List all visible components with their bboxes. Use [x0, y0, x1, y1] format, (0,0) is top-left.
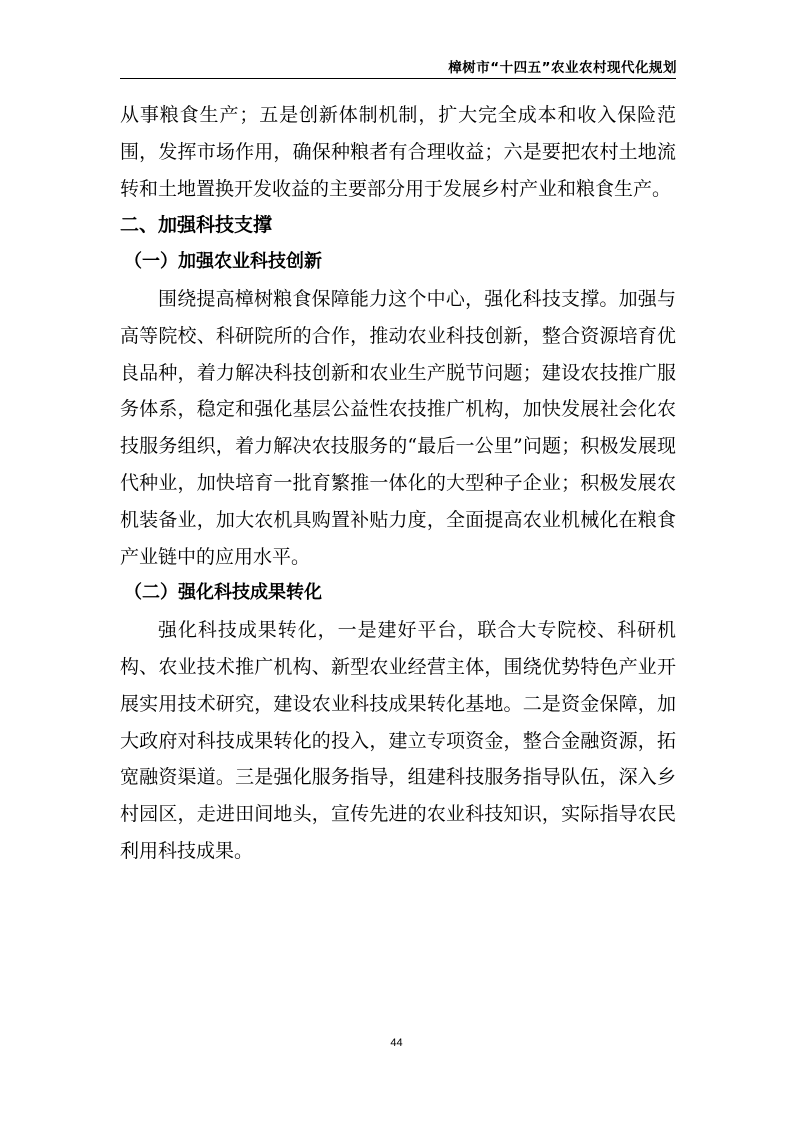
- subsection-1-paragraph: 围绕提高樟树粮食保障能力这个中心，强化科技支撑。加强与高等院校、科研院所的合作，推动农业科技创新，整合资源培育优良品种，着力解决科技创新和农业生产脱节问题；建设农技推广服务体系，稳定和强化基层公益性农技推广机构，加快发展社会化农技服务组织，着力解决农技服务的“最后一公里”问题；积极发展现代种业，加快培育一批育繁推一体化的大型种子企业；积极发展农机装备业，加大农机具购置补贴力度，全面提高农业机械化在粮食产业链中的应用水平。: [120, 287, 676, 568]
- page-number: 44: [390, 1037, 403, 1049]
- subsection-2-paragraph: 强化科技成果转化，一是建好平台，联合大专院校、科研机构、农业技术推广机构、新型农业经营主体，围绕优势特色产业开展实用技术研究，建设农业科技成果转化基地。二是资金保障，加大政府对科技成果转化的投入，建立专项资金，整合金融资源，拓宽融资渠道。三是强化服务指导，组建科技服务指导队伍，深入乡村园区，走进田间地头，宣传先进的农业科技知识，实际指导农民利用科技成果。: [120, 619, 676, 862]
- header-rule: [120, 78, 676, 79]
- subsection-heading-1: （一）加强农业科技创新: [124, 251, 322, 273]
- section-heading: 二、加强科技支撑: [120, 214, 273, 237]
- running-header-title: 樟树市“十四五”农业农村现代化规划: [448, 60, 677, 76]
- page-content: [120, 97, 676, 870]
- intro-paragraph: 从事粮食生产；五是创新体制机制，扩大完全成本和收入保险范围，发挥市场作用，确保种粮者有合理收益；六是要把农村土地流转和土地置换开发收益的主要部分用于发展乡村产业和粮食生产。: [120, 104, 676, 200]
- subsection-heading-2: （二）强化科技成果转化: [124, 582, 322, 604]
